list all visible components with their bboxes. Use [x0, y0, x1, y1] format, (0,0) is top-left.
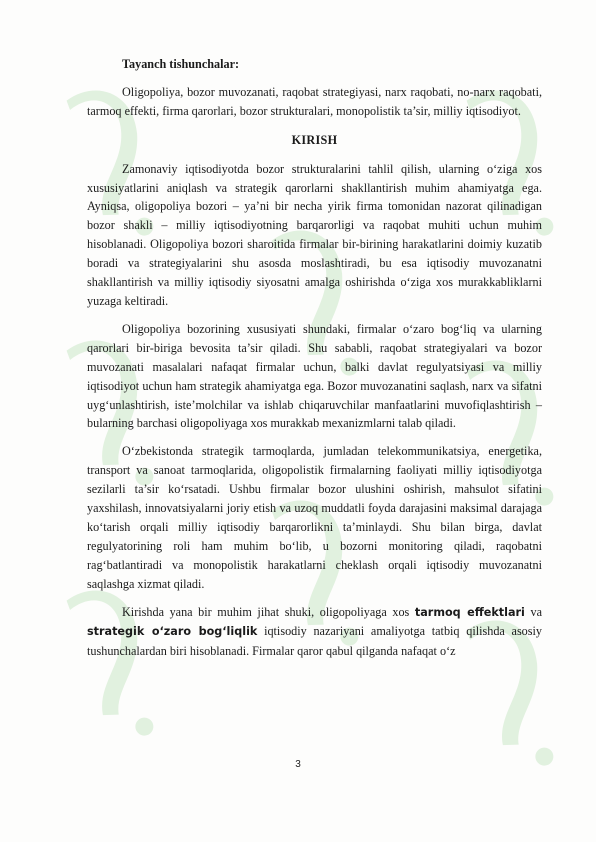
paragraph-4-text-a: Kirishda yana bir muhim jihat shuki, oligopoliyaga xos	[122, 604, 415, 619]
keywords-paragraph: Oligopoliya, bozor muvozanati, raqobat strategiyasi, narx raqobati, no-narx raqobati, tarmoq effekti, firma qarorlari, bozor strukturalari, monopolistik ta’sir, milliy iqtisodiyot.	[87, 84, 542, 118]
paragraph-2: Oligopoliya bozorining xususiyati shundaki, firmalar o‘zaro bog‘liq va ularning qarorlari bir-biriga bevosita ta’sir qiladi. Shu sababli, raqobat strategiyalari va bozor muvozanati masalalari nafaqat firmalar uchun, balki davlat regulyatsiyasi va milliy iqtisodiyot uchun ham strategik ahamiyatga ega. Bozor muvozanatini saqlash, narx va sifatni uyg‘unlashtirish, iste’molchilar va ishlab chiqaruvchilar manfaatlarini muvofiqlashtirish – bularning barchasi oligopoliyaga xos murakkab mexanizmlarni talab qiladi.	[87, 321, 542, 431]
paragraph-1: Zamonaviy iqtisodiyotda bozor strukturalarini tahlil qilish, ularning o‘ziga xos xususiyatlarini aniqlash va strategik qarorlarni shakllantirish muhim ahamiyatga ega. Ayniqsa, oligopoliya bozori – ya’ni bir necha yirik firma tomonidan nazorat qilinadigan bozor shakli – milliy iqtisodiyotning barqarorligi va raqobat muhiti uchun muhim hisoblanadi. Oligopoliya bozori sharoitida firmalar bir-birining harakatlarini doimiy kuzatib boradi va strategiyalarini shu asosda moslashtiradi, bu esa iqtisodiy muvozanatni shakllantirish va milliy iqtisodiy siyosatni amalga oshirishda o‘ziga xos murakkabliklarni yuzaga keltiradi.	[87, 161, 542, 308]
paragraph-4-text-b: va	[524, 604, 542, 619]
paragraph-spacer	[87, 311, 542, 320]
keywords-colon: :	[235, 57, 240, 71]
paragraph-3: O‘zbekistonda strategik tarmoqlarda, jumladan telekommunikatsiya, energetika, transport va sanoat tarmoqlarida, oligopolistik firmalarning faoliyati milliy iqtisodiyotga sezilarli ta’sir ko‘rsatadi. Ushbu firmalar bozor ulushini oshirish, mahsulot sifatini yaxshilash, innovatsiyalarni joriy etish va uzoq muddatli foyda darajasini maksimal darajaga ko‘tarish orqali milliy iqtisodiy barqarorlikni ta’minlaydi. Shu bilan birga, davlat regulyatorining roli ham muhim bo‘lib, u bozorni monitoring qiladi, raqobatni rag‘batlantiradi va monopolistik harakatlarni cheklash orqali iqtisodiy muvozanatni saqlashga xizmat qiladi.	[87, 444, 542, 591]
emphasis-network-effects: tarmoq effektlari	[414, 605, 525, 619]
paragraph-4-text-c: iqtisodiy nazariyani amaliyotga tatbiq qilishda asosiy tushunchalardan biri hisoblanadi. Firmalar qaror qabul qilganda nafaqat o‘z	[87, 624, 542, 659]
paragraph-spacer	[87, 594, 542, 603]
page-number: 3	[295, 759, 301, 770]
keywords-title: Tayanch tishunchalar	[122, 57, 235, 71]
paragraph-4	[87, 603, 542, 662]
paragraph-spacer	[87, 433, 542, 442]
emphasis-strategic-interdependence: strategik o‘zaro bog‘liqlik	[87, 625, 258, 639]
section-heading: KIRISH	[291, 132, 338, 147]
keywords-heading	[87, 55, 542, 74]
document-body	[87, 55, 542, 661]
